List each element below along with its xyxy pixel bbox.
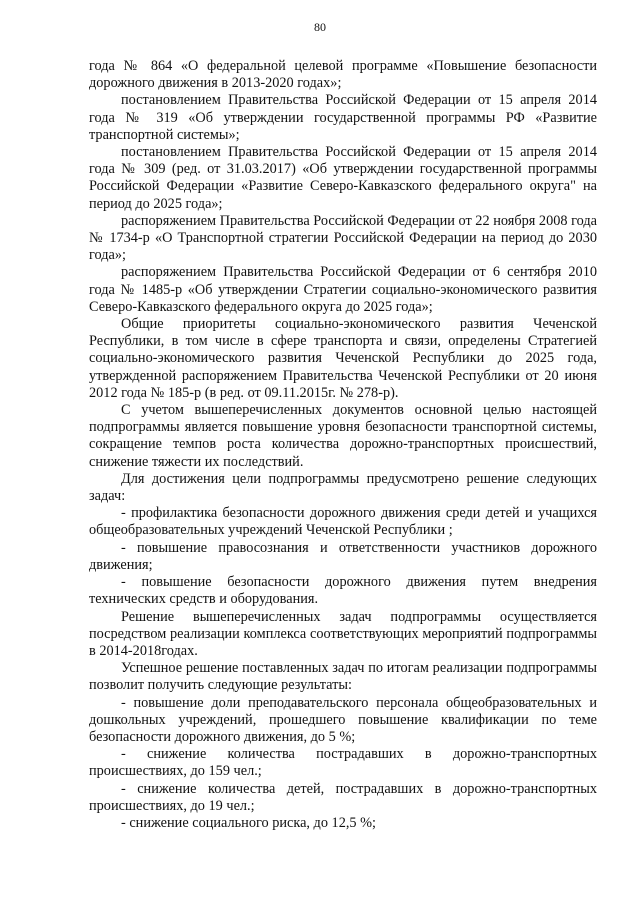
paragraph: Решение вышеперечисленных задач подпрограммы осуществляется посредством реализации комплекса соответствующих мероприятий подпрограммы в 2014-2018годах. [89,608,597,659]
document-body [89,58,597,832]
paragraph: Успешное решение поставленных задач по итогам реализации подпрограммы позволит получить следующие результаты: [89,660,597,694]
paragraph: постановлением Правительства Российской Федерации от 15 апреля 2014 года № 319 «Об утверждении государственной программы РФ «Развитие транспортной системы»; [89,92,597,143]
paragraph: постановлением Правительства Российской Федерации от 15 апреля 2014 года № 309 (ред. от 31.03.2017) «Об утверждении государственной программы Российской Федерации «Развитие Северо-Кавказского федерального округа" на период до 2025 года»; [89,144,597,212]
list-item: - снижение количества детей, пострадавших в дорожно-транспортных происшествиях, до 19 чел.; [89,780,597,814]
list-item: - повышение доли преподавательского персонала общеобразовательных и дошкольных учреждений, прошедшего повышение квалификации по теме безопасности дорожного движения, до 5 %; [89,694,597,745]
list-item: - повышение безопасности дорожного движения путем внедрения технических средств и оборудования. [89,574,597,608]
paragraph: года № 864 «О федеральной целевой программе «Повышение безопасности дорожного движения в 2013-2020 годах»; [89,58,597,92]
paragraph: С учетом вышеперечисленных документов основной целью настоящей подпрограммы является повышение уровня безопасности транспортной системы, сокращение темпов роста количества дорожно-транспортных происшествий, снижение тяжести их последствий. [89,402,597,470]
paragraph: распоряжением Правительства Российской Федерации от 6 сентября 2010 года № 1485-р «Об утверждении Стратегии социально-экономического развития Северо-Кавказского федерального округа до 2025 года»; [89,264,597,315]
list-item: - профилактика безопасности дорожного движения среди детей и учащихся общеобразовательных учреждений Чеченской Республики ; [89,505,597,539]
list-item: - снижение социального риска, до 12,5 %; [121,814,377,831]
list-item: - снижение количества пострадавших в дорожно-транспортных происшествиях, до 159 чел.; [89,746,597,780]
paragraph: Для достижения цели подпрограммы предусмотрено решение следующих задач: [89,470,597,505]
page-number: 80 [314,20,326,34]
list-item: - повышение правосознания и ответственности участников дорожного движения; [89,539,597,573]
paragraph: распоряжением Правительства Российской Федерации от 22 ноября 2008 года № 1734-р «О Транспортной стратегии Российской Федерации на период до 2030 года»; [89,212,597,264]
paragraph: Общие приоритеты социально-экономического развития Чеченской Республики, в том числе в сфере транспорта и связи, определены Стратегией социально-экономического развития Чеченской Республики до 2025 года, утвержденной распоряжением Правительства Чеченской Республики от 20 июня 2012 года № 185-р (в ред. от 09.11.2015г. № 278-р). [89,316,597,401]
